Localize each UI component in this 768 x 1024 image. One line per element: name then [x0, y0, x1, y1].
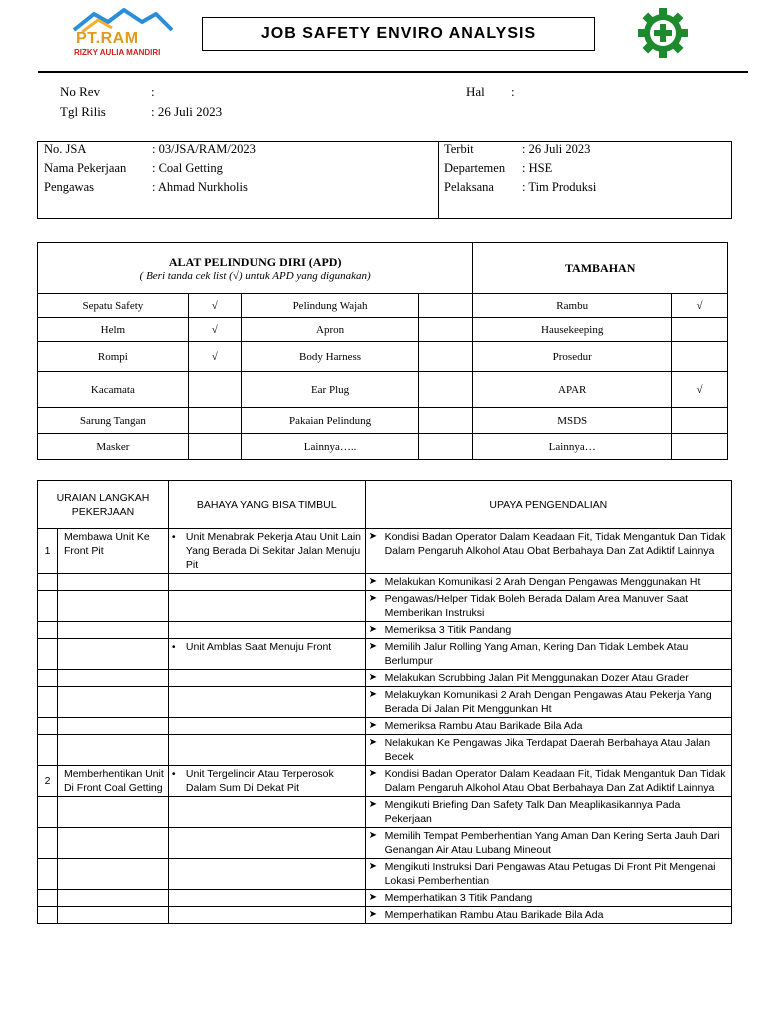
hazard-cell	[168, 797, 365, 828]
control-text: Memilih Jalur Rolling Yang Aman, Kering Dan Tidak Lembek Atau Berlumpur	[384, 641, 689, 667]
apd-item-check[interactable]	[419, 342, 473, 372]
hazard-cell	[168, 890, 365, 907]
control-text: Nelakukan Ke Pengawas Jika Terdapat Daerah Berbahaya Atau Jalan Becek	[384, 737, 711, 763]
tambahan-item-label: Rambu	[473, 294, 672, 318]
arrow-bullet-icon: ➤	[368, 672, 377, 683]
work-row	[38, 639, 732, 670]
step-number	[38, 687, 58, 718]
pelaksana-value: : Tim Produksi	[522, 180, 597, 194]
control-cell	[365, 859, 731, 890]
job-info-box	[37, 141, 732, 219]
step-number	[38, 890, 58, 907]
pelaksana-label: Pelaksana	[444, 180, 494, 194]
hazard-text: Unit Tergelincir Atau Terperosok Dalam Sum Di Dekat Pit	[185, 768, 334, 794]
nama-pekerjaan-label: Nama Pekerjaan	[44, 161, 127, 175]
control-text: Melakukan Komunikasi 2 Arah Dengan Pengawas Menggunakan Ht	[384, 576, 701, 588]
step-description	[57, 718, 168, 735]
bullet-icon: •	[171, 641, 176, 653]
step-number	[38, 639, 58, 670]
nama-pekerjaan-value: : Coal Getting	[152, 161, 223, 175]
document-title: JOB SAFETY ENVIRO ANALYSIS	[202, 17, 595, 51]
hazard-cell	[168, 639, 365, 670]
hazard-cell	[168, 907, 365, 924]
tambahan-item-check[interactable]	[672, 318, 728, 342]
step-number	[38, 670, 58, 687]
pengawas-value: : Ahmad Nurkholis	[152, 180, 248, 194]
step-number: 1	[38, 529, 58, 574]
terbit-value: : 26 Juli 2023	[522, 142, 591, 156]
tambahan-item-label: APAR	[473, 372, 672, 408]
step-number	[38, 907, 58, 924]
step-description	[57, 622, 168, 639]
step-number	[38, 622, 58, 639]
control-text: Mengikuti Instruksi Dari Pengawas Atau Petugas Di Front Pit Mengenai Lokasi Pemberhentian	[384, 861, 716, 887]
step-number	[38, 828, 58, 859]
logo-subtitle: RIZKY AULIA MANDIRI	[74, 48, 161, 57]
hazard-cell	[168, 859, 365, 890]
work-analysis-table	[37, 480, 732, 924]
apd-item-check[interactable]	[419, 372, 473, 408]
control-cell	[365, 766, 731, 797]
hazard-cell	[168, 574, 365, 591]
control-cell	[365, 797, 731, 828]
apd-table	[37, 242, 728, 460]
work-row	[38, 718, 732, 735]
step-description	[57, 890, 168, 907]
work-row	[38, 828, 732, 859]
work-row	[38, 670, 732, 687]
control-text: Mengikuti Briefing Dan Safety Talk Dan Meaplikasikannya Pada Pekerjaan	[384, 799, 681, 825]
tambahan-item-label: Lainnya…	[473, 434, 672, 460]
apd-item-label: Apron	[241, 318, 419, 342]
hal-value: :	[511, 84, 515, 99]
apd-item-label: Sepatu Safety	[38, 294, 189, 318]
apd-item-check[interactable]	[188, 408, 241, 434]
apd-item-check[interactable]: √	[188, 342, 241, 372]
work-row	[38, 907, 732, 924]
control-cell	[365, 529, 731, 574]
hazard-cell	[168, 529, 365, 574]
apd-item-label: Ear Plug	[241, 372, 419, 408]
apd-item-check[interactable]: √	[188, 318, 241, 342]
step-description	[57, 639, 168, 670]
control-cell	[365, 622, 731, 639]
step-description	[57, 574, 168, 591]
hazard-cell	[168, 687, 365, 718]
tambahan-item-check[interactable]	[672, 342, 728, 372]
step-description	[57, 859, 168, 890]
control-cell	[365, 735, 731, 766]
tambahan-header: TAMBAHAN	[473, 243, 728, 294]
step-description	[57, 735, 168, 766]
apd-item-label: Sarung Tangan	[38, 408, 189, 434]
control-text: Memperhatikan Rambu Atau Barikade Bila Ada	[384, 909, 604, 921]
control-text: Melakuykan Komunikasi 2 Arah Dengan Pengawas Atau Pekerja Yang Berada Di Jalan Pit Menggunkan Ht	[384, 689, 712, 715]
apd-item-label: Body Harness	[241, 342, 419, 372]
apd-item-check[interactable]	[419, 408, 473, 434]
apd-item-check[interactable]	[419, 294, 473, 318]
step-number	[38, 574, 58, 591]
arrow-bullet-icon: ➤	[368, 576, 377, 587]
step-number	[38, 718, 58, 735]
arrow-bullet-icon: ➤	[368, 861, 377, 872]
terbit-label: Terbit	[444, 142, 474, 156]
apd-row	[38, 318, 728, 342]
hazard-cell	[168, 670, 365, 687]
work-row	[38, 890, 732, 907]
apd-item-check[interactable]	[419, 318, 473, 342]
control-cell	[365, 828, 731, 859]
hal-label: Hal	[466, 84, 485, 99]
tambahan-item-check[interactable]: √	[672, 294, 728, 318]
pengawas-label: Pengawas	[44, 180, 94, 194]
arrow-bullet-icon: ➤	[368, 737, 377, 748]
control-cell	[365, 574, 731, 591]
apd-item-check[interactable]: √	[188, 294, 241, 318]
control-text: Memeriksa 3 Titik Pandang	[384, 624, 512, 636]
header-divider	[38, 71, 748, 73]
tambahan-item-check[interactable]	[672, 408, 728, 434]
tambahan-item-label: Hausekeeping	[473, 318, 672, 342]
no-rev-value: :	[151, 84, 155, 99]
no-jsa-label: No. JSA	[44, 142, 87, 156]
step-description	[57, 828, 168, 859]
arrow-bullet-icon: ➤	[368, 799, 377, 810]
hazard-text: Unit Menabrak Pekerja Atau Unit Lain Yang Berada Di Sekitar Jalan Menuju Pit	[185, 531, 362, 571]
work-row	[38, 735, 732, 766]
hazard-cell	[168, 735, 365, 766]
departemen-label: Departemen	[444, 161, 506, 175]
bullet-icon: •	[171, 531, 176, 543]
control-text: Pengawas/Helper Tidak Boleh Berada Dalam Area Manuver Saat Memberikan Instruksi	[384, 593, 689, 619]
tambahan-item-label: MSDS	[473, 408, 672, 434]
no-rev-label: No Rev	[60, 84, 101, 99]
control-text: Memilih Tempat Pemberhentian Yang Aman Dan Kering Serta Jauh Dari Genangan Air Atau Lubang Mineout	[384, 830, 720, 856]
control-text: Memeriksa Rambu Atau Barikade Bila Ada	[384, 720, 583, 732]
hazard-cell	[168, 718, 365, 735]
tambahan-item-label: Prosedur	[473, 342, 672, 372]
step-number	[38, 797, 58, 828]
apd-title: ALAT PELINDUNG DIRI (APD)	[168, 254, 342, 269]
control-cell	[365, 718, 731, 735]
step-description	[57, 687, 168, 718]
tgl-rilis-value: : 26 Juli 2023	[151, 104, 223, 119]
step-number	[38, 735, 58, 766]
hazard-cell	[168, 591, 365, 622]
arrow-bullet-icon: ➤	[368, 892, 377, 903]
work-row	[38, 766, 732, 797]
apd-item-label: Masker	[38, 434, 189, 460]
control-text: Memperhatikan 3 Titik Pandang	[384, 892, 533, 904]
hazard-cell	[168, 828, 365, 859]
arrow-bullet-icon: ➤	[368, 909, 377, 920]
apd-item-check[interactable]	[419, 434, 473, 460]
step-description	[57, 670, 168, 687]
control-cell	[365, 687, 731, 718]
apd-row	[38, 372, 728, 408]
work-row	[38, 529, 732, 574]
arrow-bullet-icon: ➤	[368, 624, 377, 635]
apd-item-label: Kacamata	[38, 372, 189, 408]
apd-item-label: Rompi	[38, 342, 189, 372]
work-row	[38, 574, 732, 591]
apd-item-label: Pelindung Wajah	[241, 294, 419, 318]
arrow-bullet-icon: ➤	[368, 593, 377, 604]
tgl-rilis-label: Tgl Rilis	[60, 104, 106, 119]
apd-row	[38, 342, 728, 372]
arrow-bullet-icon: ➤	[368, 768, 377, 779]
apd-subtitle: ( Beri tanda cek list (√) untuk APD yang digunakan)	[139, 269, 371, 282]
control-text: Kondisi Badan Operator Dalam Keadaan Fit, Tidak Mengantuk Dan Tidak Dalam Pengaruh Alkohol Atau Obat Berbahaya Dan Zat Adiktif Lainnya	[384, 768, 726, 794]
apd-row	[38, 408, 728, 434]
work-row	[38, 687, 732, 718]
apd-item-label: Pakaian Pelindung	[241, 408, 419, 434]
arrow-bullet-icon: ➤	[368, 830, 377, 841]
work-row	[38, 797, 732, 828]
apd-item-check[interactable]	[188, 434, 241, 460]
work-row	[38, 591, 732, 622]
step-description	[57, 591, 168, 622]
safety-gear-icon	[628, 8, 698, 58]
step-number	[38, 859, 58, 890]
control-cell	[365, 907, 731, 924]
work-row	[38, 622, 732, 639]
apd-header	[38, 243, 473, 294]
step-description	[57, 907, 168, 924]
step-description: Membawa Unit Ke Front Pit	[57, 529, 168, 574]
work-row	[38, 859, 732, 890]
arrow-bullet-icon: ➤	[368, 720, 377, 731]
hazard-cell	[168, 622, 365, 639]
step-description: Memberhentikan Unit Di Front Coal Getting	[57, 766, 168, 797]
apd-item-check[interactable]	[188, 372, 241, 408]
arrow-bullet-icon: ➤	[368, 689, 377, 700]
step-description	[57, 797, 168, 828]
apd-row	[38, 434, 728, 460]
control-cell	[365, 670, 731, 687]
control-text: Kondisi Badan Operator Dalam Keadaan Fit, Tidak Mengantuk Dan Tidak Dalam Pengaruh Alkohol Atau Obat Berbahaya Dan Zat Adiktif Lainnya	[384, 531, 726, 557]
col-bahaya-header: BAHAYA YANG BISA TIMBUL	[168, 481, 365, 529]
col-uraian-header: URAIAN LANGKAH PEKERJAAN	[38, 481, 169, 529]
apd-item-label: Helm	[38, 318, 189, 342]
hazard-text: Unit Amblas Saat Menuju Front	[185, 641, 332, 653]
control-cell	[365, 591, 731, 622]
arrow-bullet-icon: ➤	[368, 641, 377, 652]
company-logo	[68, 8, 176, 60]
arrow-bullet-icon: ➤	[368, 531, 377, 542]
departemen-value: : HSE	[522, 161, 553, 175]
hazard-cell	[168, 766, 365, 797]
no-jsa-value: : 03/JSA/RAM/2023	[152, 142, 256, 156]
tambahan-item-check[interactable]	[672, 434, 728, 460]
col-upaya-header: UPAYA PENGENDALIAN	[365, 481, 731, 529]
step-number: 2	[38, 766, 58, 797]
apd-row	[38, 294, 728, 318]
control-text: Melakukan Scrubbing Jalan Pit Menggunakan Dozer Atau Grader	[384, 672, 689, 684]
logo-name: PT.RAM	[76, 30, 139, 47]
bullet-icon: •	[171, 768, 176, 780]
apd-item-label: Lainnya…..	[241, 434, 419, 460]
step-number	[38, 591, 58, 622]
tambahan-item-check[interactable]: √	[672, 372, 728, 408]
control-cell	[365, 639, 731, 670]
control-cell	[365, 890, 731, 907]
